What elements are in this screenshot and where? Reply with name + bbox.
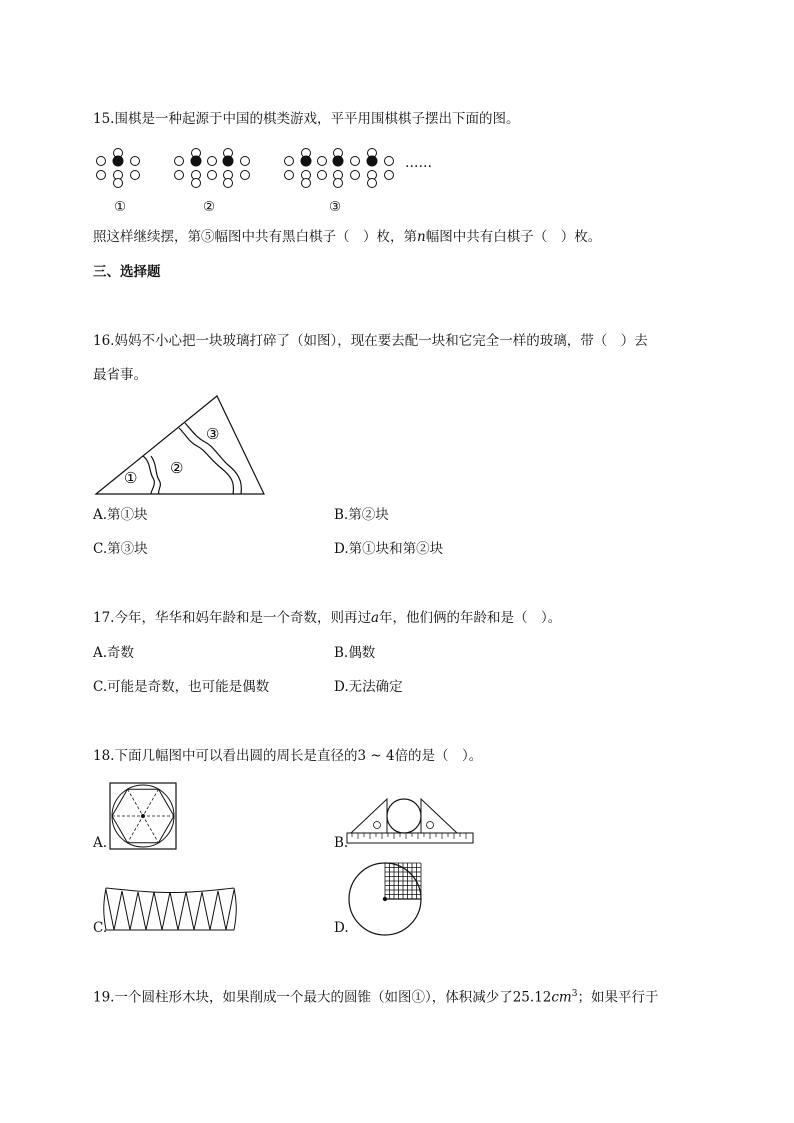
q15-fill-var: n (417, 229, 426, 245)
q19-stem-unit: cm (551, 989, 572, 1006)
q18-stem (93, 746, 482, 766)
q19-stem-val: 25.12 (512, 989, 552, 1006)
q15-figure-1 (90, 146, 150, 192)
q16-broken-glass-figure (93, 392, 268, 498)
q16-option-c[interactable]: C.第③块 (93, 541, 148, 557)
q15-label-1: ① (114, 199, 127, 215)
q18-option-b-label[interactable]: B. (334, 835, 349, 851)
q16-piece-label-2: ② (170, 459, 184, 477)
q19-stem (93, 984, 658, 1008)
q19-stem-pre: 19.一个圆柱形木块，如果削成一个最大的圆锥（如图①），体积减少了 (93, 989, 513, 1006)
q15-ellipsis: …… (405, 155, 432, 171)
q17-option-c[interactable]: C.可能是奇数，也可能是偶数 (93, 679, 270, 695)
q18-option-a-label[interactable]: A. (93, 835, 108, 851)
q16-stem-line1: 16.妈妈不小心把一块玻璃打碎了（如图），现在要去配一块和它完全一样的玻璃，带（ ）去 (93, 333, 648, 349)
q18-stem-pre: 18.下面几幅图中可以看出圆的周长是直径的 (93, 748, 358, 764)
q17-stem (93, 608, 561, 628)
q15-figure-3 (278, 146, 400, 192)
q17-stem-post: 年，他们俩的年龄和是（ ）。 (379, 610, 562, 626)
q18-unrolled-cylinder-figure[interactable] (102, 884, 242, 934)
q18-option-d-label[interactable]: D. (334, 920, 349, 936)
q15-figure-2 (168, 146, 258, 192)
q15-label-2: ② (203, 199, 216, 215)
q15-fill-pre: 照这样继续摆，第⑤幅图中共有黑白棋子（ ）枚，第 (93, 229, 417, 245)
q17-stem-var: a (370, 610, 380, 626)
q18-triangle-rulers-figure[interactable] (346, 797, 476, 847)
q17-option-d[interactable]: D.无法确定 (334, 679, 403, 695)
q19-stem-exp: 3 (571, 989, 578, 999)
q16-stem-line2: 最省事。 (93, 367, 147, 383)
q17-option-b[interactable]: B.偶数 (334, 645, 376, 661)
q15-stem: 15.围棋是一种起源于中国的棋类游戏，平平用围棋棋子摆出下面的图。 (93, 111, 520, 127)
q15-label-3: ③ (329, 199, 342, 215)
q19-stem-post: ；如果平行于 (577, 989, 659, 1006)
q15-fill-post: 幅图中共有白棋子（ ）枚。 (425, 229, 602, 245)
q16-option-a[interactable]: A.第①块 (93, 507, 148, 523)
q16-option-b[interactable]: B.第②块 (334, 507, 389, 523)
q18-stem-mid: 3 ~ 4 (357, 748, 395, 764)
section-title: 三、选择题 (93, 264, 161, 280)
q18-hexagon-in-square-figure[interactable] (109, 782, 177, 850)
q17-stem-pre: 17.今年，华华和妈年龄和是一个奇数，则再过 (93, 610, 371, 626)
q18-option-c-label[interactable]: C. (93, 920, 108, 936)
q16-piece-label-1: ① (124, 469, 138, 487)
q16-piece-label-3: ③ (206, 425, 220, 443)
q15-fill-line (93, 227, 601, 247)
q18-stem-post: 倍的是（ ）。 (394, 748, 483, 764)
q17-option-a[interactable]: A.奇数 (93, 645, 135, 661)
q18-circle-grid-figure[interactable] (346, 860, 426, 940)
q16-option-d[interactable]: D.第①块和第②块 (334, 541, 444, 557)
